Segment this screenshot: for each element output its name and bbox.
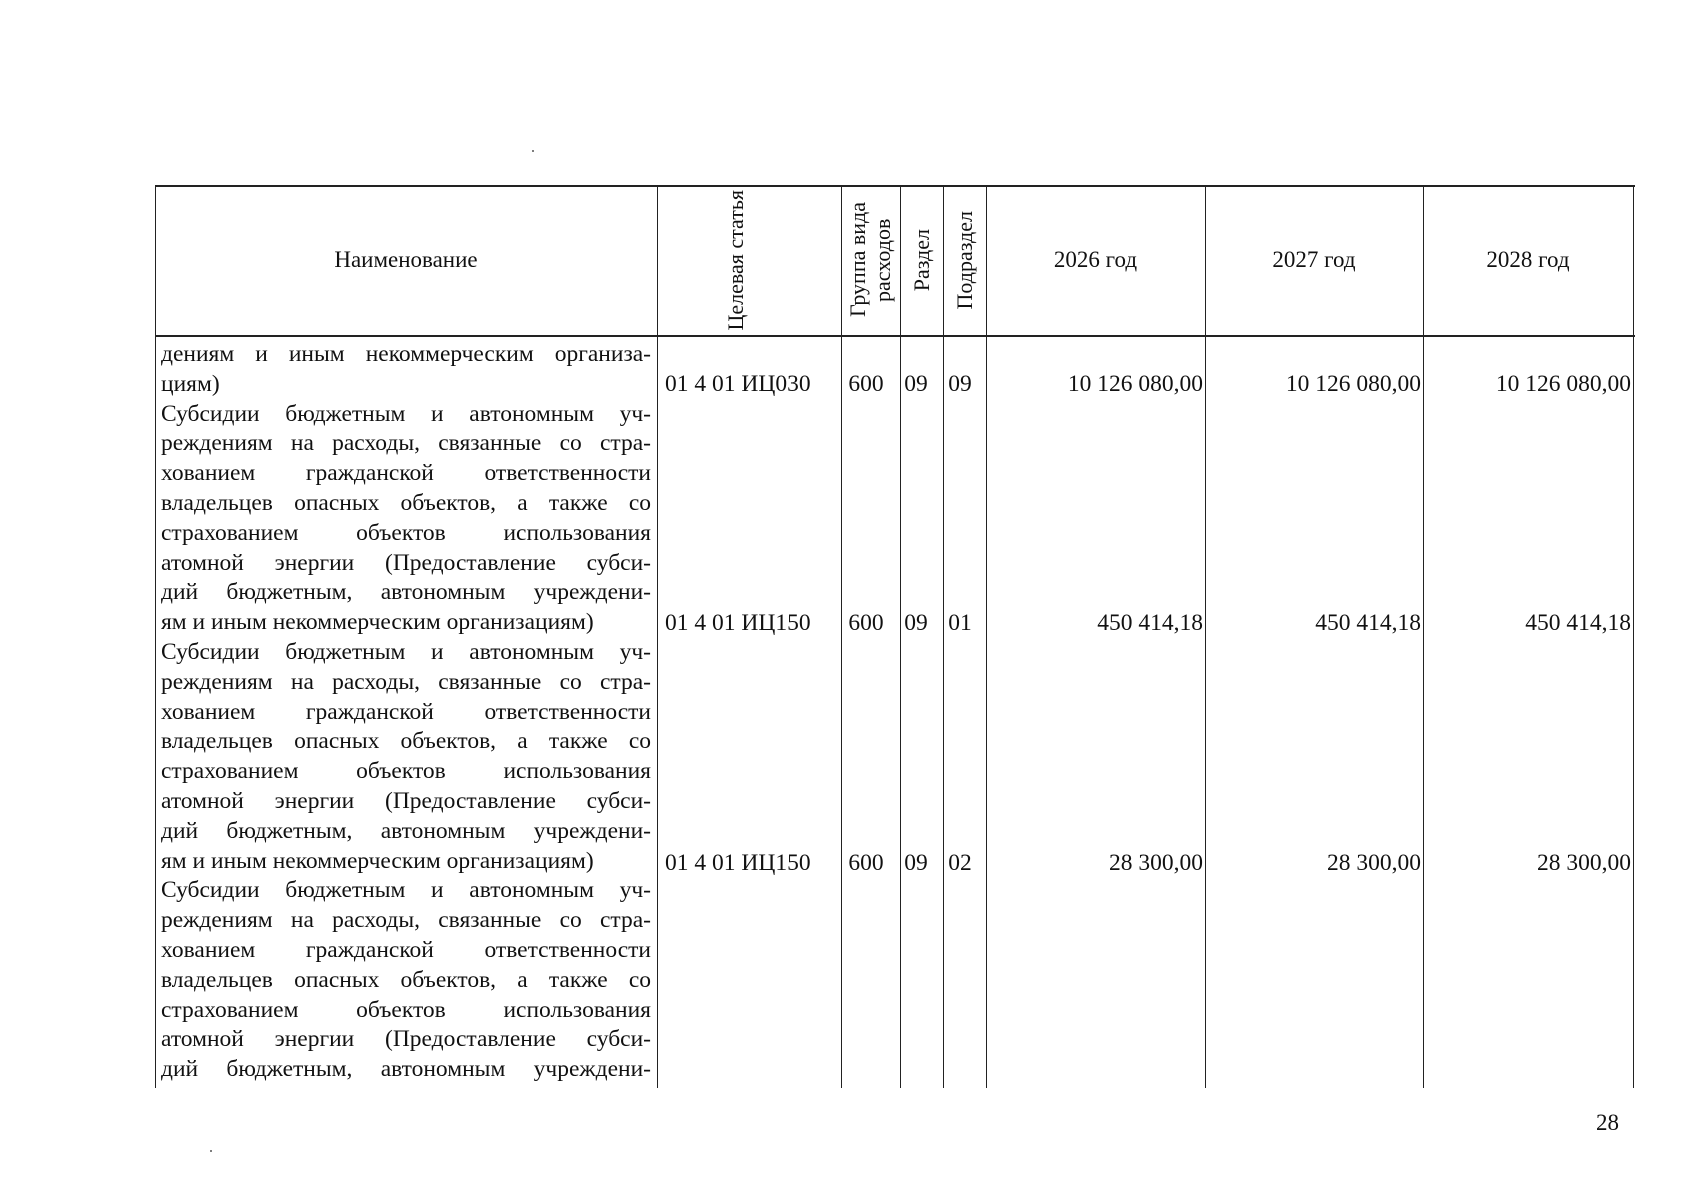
name-text-line: владельцев опасных объектов, а также со: [161, 728, 651, 755]
name-text-line: Субсидии бюджетным и автономным уч-: [161, 400, 651, 427]
cell-expense-group: 600: [848, 850, 884, 876]
name-text-line: атомной энергии (Предоставление субси-: [161, 1026, 651, 1053]
name-text-line: страхованием объектов использования: [161, 758, 651, 785]
name-text-line: реждениям на расходы, связанные со стра-: [161, 907, 651, 934]
table-row: [155, 608, 1635, 638]
cell-target-article: 01 4 01 ИЦ150: [665, 610, 811, 636]
cell-expense-group: 600: [848, 610, 884, 636]
cell-target-article: 01 4 01 ИЦ150: [665, 850, 811, 876]
cell-2027: 10 126 080,00: [1285, 371, 1421, 397]
cell-target-article: 01 4 01 ИЦ030: [665, 371, 811, 397]
name-text-line: реждениям на расходы, связанные со стра-: [161, 668, 651, 695]
name-text-line: владельцев опасных объектов, а также со: [161, 966, 651, 993]
cell-2026: 10 126 080,00: [1067, 371, 1203, 397]
cell-2027: 28 300,00: [1327, 850, 1421, 876]
name-text-line: хованием гражданской ответственности: [161, 936, 651, 963]
header-target-article: [657, 185, 841, 335]
cell-subsection: 02: [948, 850, 972, 876]
header-year-2026: 2026 год: [1053, 247, 1138, 272]
name-text-line: ям и иным некоммерческим организациям): [161, 847, 594, 874]
header-year-2028: 2028 год: [1486, 247, 1570, 272]
cell-2028: 10 126 080,00: [1495, 371, 1631, 397]
name-text-line: страхованием объектов использования: [161, 996, 651, 1023]
page-number: 28: [1596, 1110, 1619, 1135]
header-section: [900, 185, 943, 335]
header-target-article-label: Целевая статья: [723, 189, 748, 331]
header-section-label: Раздел: [909, 228, 934, 292]
name-text-line: хованием гражданской ответственности: [161, 698, 651, 725]
header-subsection: [943, 185, 986, 335]
name-text-line: ям и иным некоммерческим организациям): [161, 609, 594, 636]
name-text-line: циям): [161, 370, 220, 397]
cell-subsection: 01: [948, 610, 972, 636]
name-text-line: атомной энергии (Предоставление субси-: [161, 787, 651, 814]
name-column-text: [161, 340, 651, 1085]
cell-section: 09: [904, 850, 928, 876]
cell-2026: 28 300,00: [1109, 850, 1203, 876]
cell-subsection: 09: [948, 371, 972, 397]
cell-2027: 450 414,18: [1315, 610, 1421, 636]
table-row: [155, 848, 1635, 878]
cell-2026: 450 414,18: [1097, 610, 1203, 636]
name-text-line: дий бюджетным, автономным учреждени-: [161, 817, 651, 844]
header-name: Наименование: [334, 247, 478, 272]
scan-speck: [210, 1150, 212, 1152]
cell-2028: 450 414,18: [1525, 610, 1631, 636]
name-text-line: дениям и иным некоммерческим организа-: [161, 341, 651, 367]
name-text-line: реждениям на расходы, связанные со стра-: [161, 430, 651, 457]
header-bottom-border: [155, 335, 1635, 337]
table-row: [155, 369, 1635, 399]
cell-2028: 28 300,00: [1537, 850, 1631, 876]
header-year-2027: 2027 год: [1272, 247, 1356, 272]
cell-section: 09: [904, 610, 928, 636]
name-text-line: страхованием объектов использования: [161, 519, 651, 546]
cell-expense-group: 600: [848, 371, 884, 397]
header-subsection-label: Подраздел: [952, 210, 977, 310]
name-text-line: владельцев опасных объектов, а также со: [161, 489, 651, 516]
scan-speck: [532, 150, 534, 152]
name-text-line: дий бюджетным, автономным учреждени-: [161, 579, 651, 606]
name-text-line: Субсидии бюджетным и автономным уч-: [161, 638, 651, 665]
name-text-line: атомной энергии (Предоставление субси-: [161, 549, 651, 576]
name-text-line: хованием гражданской ответственности: [161, 460, 651, 487]
header-expense-group: [841, 185, 900, 335]
budget-table: [155, 185, 1635, 1088]
cell-section: 09: [904, 371, 928, 397]
header-expense-group-label: Группа вида расходов: [844, 202, 895, 318]
name-text-line: дий бюджетным, автономным учреждени-: [161, 1056, 651, 1083]
name-text-line: Субсидии бюджетным и автономным уч-: [161, 877, 651, 904]
